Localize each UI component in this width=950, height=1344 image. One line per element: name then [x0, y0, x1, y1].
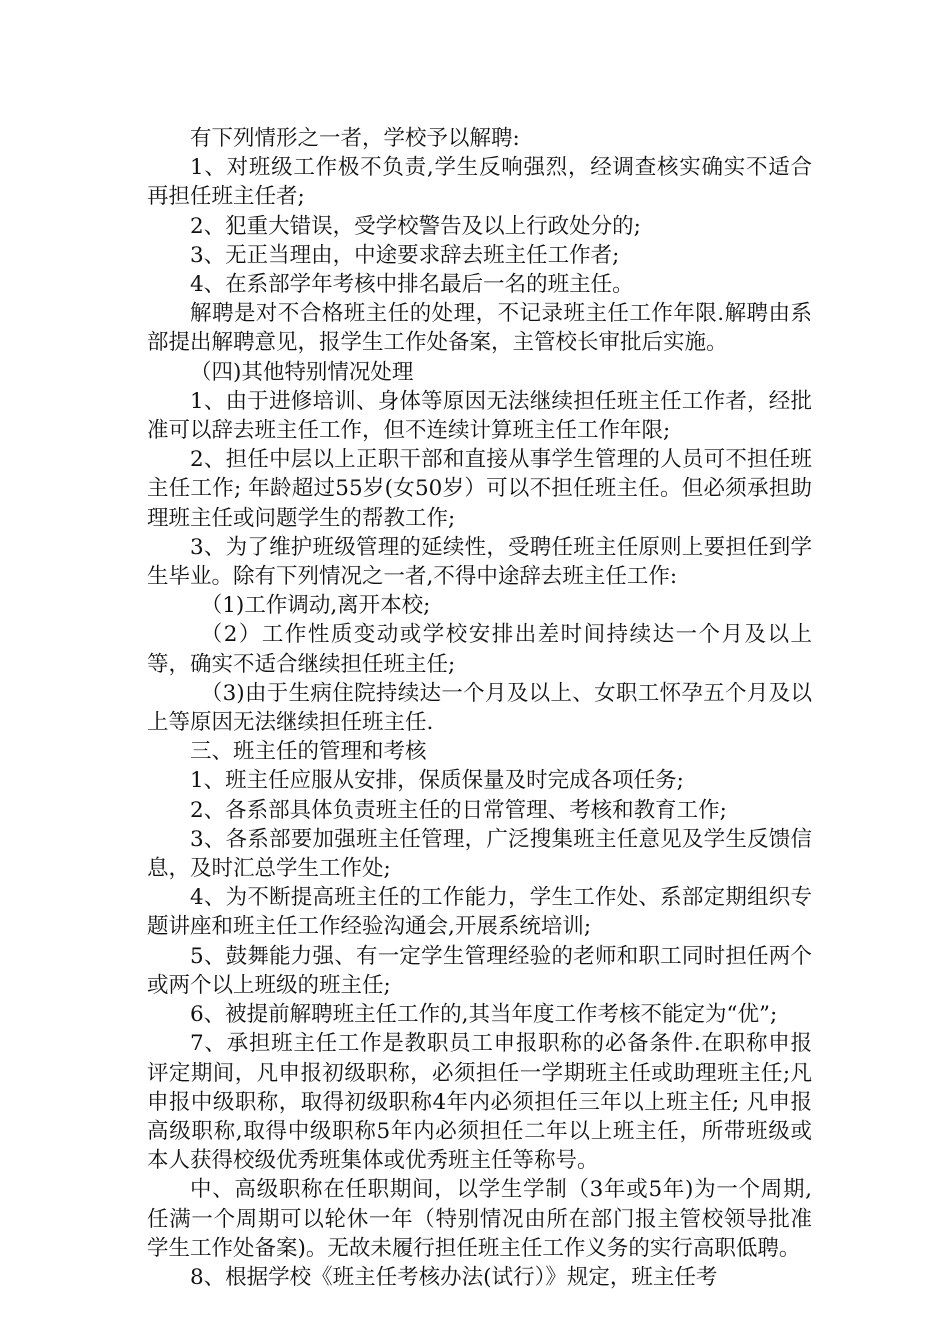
- paragraph-management-item-2: 2、各系部具体负责班主任的日常管理、考核和教育工作;: [190, 797, 727, 823]
- document-body: [147, 124, 812, 1292]
- paragraph-dismissal-intro: 有下列情形之一者，学校予以解聘:: [190, 126, 520, 151]
- paragraph-title-rotation: 中、高级职称在任职期间，以学生学制（3年或5年)为一个周期,任满一个周期可以轮休一年（特别情况由所在部门报主管校领导批准学生工作处备案)。无故未履行担任班主任工作义务的实行高职低聘。: [147, 1177, 812, 1261]
- paragraph-management-item-7: 7、承担班主任工作是教职员工申报职称的必备条件.在职称申报评定期间，凡申报初级职称，必须担任一学期班主任或助理班主任;凡申报中级职称，取得初级职称4年内必须担任三年以上班主任; 凡申报高级职称,取得中级职称5年内必须担任二年以上班主任，所带班级或本人获得校级优秀班集体或优秀班主任等称号。: [147, 1031, 812, 1174]
- paragraph-special-item-1: 1、由于进修培训、身体等原因无法继续担任班主任工作者，经批准可以辞去班主任工作，但不连续计算班主任工作年限;: [147, 388, 812, 444]
- section-heading-management: 三、班主任的管理和考核: [190, 739, 427, 765]
- paragraph-sub-item-1: （1)工作调动,离开本校;: [200, 593, 431, 619]
- paragraph-dismissal-item-4: 4、在系部学年考核中排名最后一名的班主任。: [190, 272, 634, 298]
- paragraph-management-item-8: 8、根据学校《班主任考核办法(试行）》规定，班主任考: [190, 1264, 718, 1290]
- paragraph-dismissal-item-3: 3、无正当理由，中途要求辞去班主任工作者;: [190, 242, 620, 268]
- paragraph-sub-item-3: （3)由于生病住院持续达一个月及以上、女职工怀孕五个月及以上等原因无法继续担任班主任.: [147, 680, 812, 736]
- paragraph-management-item-5: 5、鼓舞能力强、有一定学生管理经验的老师和职工同时担任两个或两个以上班级的班主任;: [147, 943, 812, 998]
- paragraph-sub-item-2: （2）工作性质变动或学校安排出差时间持续达一个月及以上等，确实不适合继续担任班主任;: [147, 622, 812, 677]
- paragraph-special-item-3: 3、为了维护班级管理的延续性，受聘任班主任原则上要担任到学生毕业。除有下列情况之一者,不得中途辞去班主任工作:: [147, 534, 812, 590]
- paragraph-dismissal-note: 解聘是对不合格班主任的处理，不记录班主任工作年限.解聘由系部提出解聘意见，报学生工作处备案，主管校长审批后实施。: [147, 301, 812, 356]
- section-heading-special-cases: （四)其他特别情况处理: [190, 359, 414, 385]
- paragraph-management-item-6: 6、被提前解聘班主任工作的,其当年度工作考核不能定为“优”;: [190, 1002, 778, 1028]
- paragraph-dismissal-item-1: 1、对班级工作极不负责,学生反响强烈，经调查核实确实不适合再担任班主任者;: [147, 155, 812, 210]
- paragraph-management-item-4: 4、为不断提高班主任的工作能力，学生工作处、系部定期组织专题讲座和班主任工作经验沟通会,开展系统培训;: [147, 885, 812, 940]
- paragraph-management-item-3: 3、各系部要加强班主任管理，广泛搜集班主任意见及学生反馈信息，及时汇总学生工作处;: [147, 826, 812, 882]
- paragraph-special-item-2: 2、担任中层以上正职干部和直接从事学生管理的人员可不担任班主任工作; 年龄超过55岁(女50岁）可以不担任班主任。但必须承担助理班主任或问题学生的帮教工作;: [147, 447, 812, 531]
- paragraph-management-item-1: 1、班主任应服从安排，保质保量及时完成各项任务;: [190, 768, 684, 794]
- paragraph-dismissal-item-2: 2、犯重大错误，受学校警告及以上行政处分的;: [190, 213, 641, 239]
